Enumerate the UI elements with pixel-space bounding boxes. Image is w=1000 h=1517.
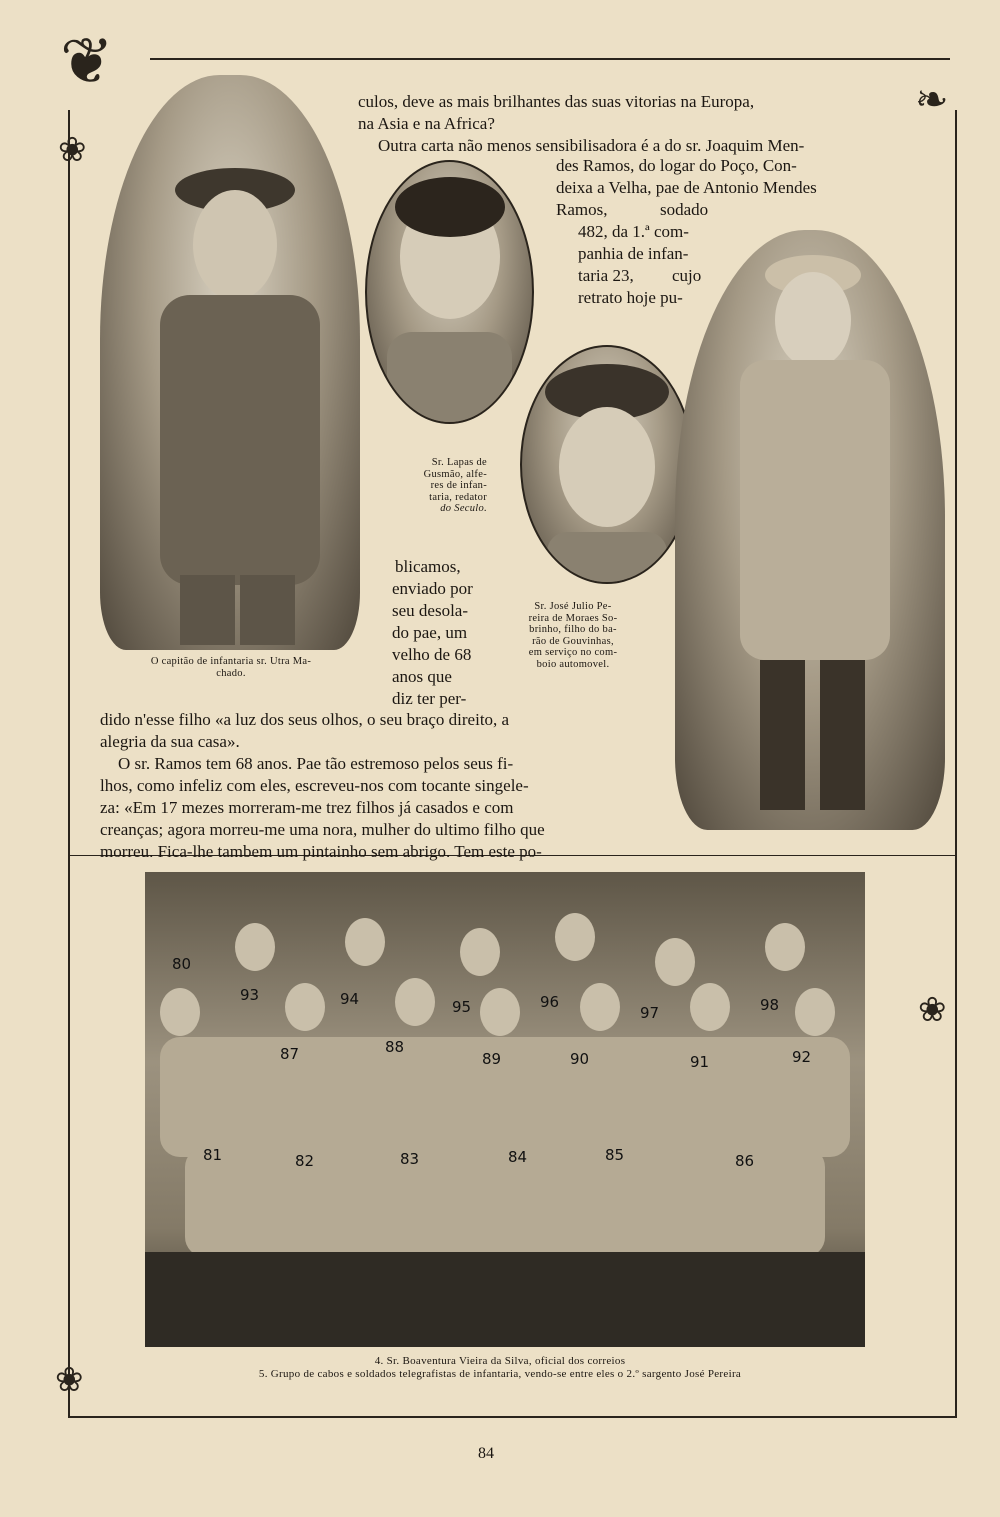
group-number: 82 xyxy=(295,1152,315,1170)
article-line: velho de 68 xyxy=(392,645,472,664)
group-number: 81 xyxy=(203,1146,223,1164)
group-number: 96 xyxy=(540,993,560,1011)
article-line: O sr. Ramos tem 68 anos. Pae tão estremoso pelos seus fi- xyxy=(118,754,514,773)
frame-bottom xyxy=(68,1416,957,1418)
group-number: 97 xyxy=(640,1004,660,1022)
photo-lapas-de-gusmao xyxy=(365,160,534,424)
group-number: 92 xyxy=(792,1048,812,1066)
article-line: dido n'esse filho «a luz dos seus olhos, o seu braço direito, a xyxy=(100,710,510,729)
caption-line: reira de Moraes So- xyxy=(528,612,618,624)
caption-lapas xyxy=(382,457,487,515)
group-figures-icon xyxy=(145,872,865,1347)
caption-line: O capitão de infantaria sr. Utra Ma- xyxy=(150,656,312,667)
scroll-ornament-icon: ❧ xyxy=(915,77,949,123)
group-number: 86 xyxy=(735,1152,755,1170)
caption-jose xyxy=(498,601,648,670)
group-number: 93 xyxy=(240,986,260,1004)
article-line: culos, deve as mais brilhantes das suas vitorias na Europa, xyxy=(358,92,755,111)
article-line: lhos, como infeliz com eles, escreveu-nos com tocante singele- xyxy=(100,776,529,795)
article-line: panhia de infan- xyxy=(578,244,689,263)
article-line: creanças; agora morreu-me uma nora, mulher do ultimo filho que xyxy=(100,820,545,839)
caption-line: 5. Grupo de cabos e soldados telegrafistas de infantaria, vendo-se entre eles o 2.º sargento José Pereira xyxy=(258,1368,742,1380)
scroll-ornament-icon: ❀ xyxy=(55,1360,84,1400)
caption-line: em serviço no com- xyxy=(528,647,618,658)
article-line: za: «Em 17 mezes morreram-me trez filhos já casados e com xyxy=(100,798,514,817)
article-line: blicamos, xyxy=(395,557,461,576)
caption-line: Sr. Lapas de xyxy=(431,457,487,468)
scroll-ornament-icon: ❀ xyxy=(918,990,947,1030)
floral-ornament-icon: ❦ xyxy=(60,25,114,99)
portrait-figure-icon xyxy=(522,347,692,582)
group-number: 80 xyxy=(172,955,192,973)
photo-antonio-mendes-ramos xyxy=(675,230,945,830)
group-number: 98 xyxy=(760,996,780,1014)
soldier-figure-icon xyxy=(675,230,945,830)
group-number: 88 xyxy=(385,1038,405,1056)
group-number: 84 xyxy=(508,1148,528,1166)
article-line: morreu. Fica-lhe tambem um pintainho sem abrigo. Tem este po- xyxy=(100,842,542,861)
photo-jose-julio xyxy=(520,345,694,584)
article-line: Ramos, xyxy=(556,200,608,219)
caption-line: boio automovel. xyxy=(536,658,610,670)
article-line: taria 23, xyxy=(578,266,634,285)
caption-line: rão de Gouvinhas, xyxy=(532,635,614,647)
article-line: do pae, um xyxy=(392,623,468,642)
caption-line: taria, redator xyxy=(429,491,487,503)
caption-line: chado. xyxy=(216,667,246,679)
frame-top xyxy=(150,58,950,60)
frame-right xyxy=(955,110,957,1418)
article-line: 482, da 1.ª com- xyxy=(578,222,689,241)
article-line: retrato hoje pu- xyxy=(578,288,683,307)
article-line: Outra carta não menos sensibilisadora é a do sr. Joaquim Men- xyxy=(378,136,805,155)
article-line: sodado xyxy=(660,200,709,219)
group-number: 83 xyxy=(400,1150,420,1168)
group-number: 87 xyxy=(280,1045,300,1063)
article-line: anos que xyxy=(392,667,452,686)
portrait-figure-icon xyxy=(367,162,532,422)
article-line: diz ter per- xyxy=(392,689,467,708)
photo-capitao-utra-machado xyxy=(100,75,360,650)
group-number: 85 xyxy=(605,1146,625,1164)
caption-line: 4. Sr. Boaventura Vieira da Silva, oficial dos correios xyxy=(374,1355,626,1367)
page-number: 84 xyxy=(478,1445,494,1462)
caption-line: brinho, filho do ba- xyxy=(529,624,617,635)
caption-line: do Seculo. xyxy=(440,503,487,514)
scroll-ornament-icon: ❀ xyxy=(58,130,87,170)
caption-line: res de infan- xyxy=(430,480,487,491)
frame-left xyxy=(68,110,70,1418)
caption-group xyxy=(120,1355,880,1381)
caption-capitao xyxy=(100,656,362,679)
group-number: 91 xyxy=(690,1053,710,1071)
group-number: 94 xyxy=(340,990,360,1008)
article-line: des Ramos, do logar do Poço, Con- xyxy=(556,156,797,175)
caption-line: Sr. José Julio Pe- xyxy=(534,601,612,612)
soldier-figure-icon xyxy=(100,75,360,650)
article-line: deixa a Velha, pae de Antonio Mendes xyxy=(556,178,817,197)
article-line: seu desola- xyxy=(392,601,469,620)
caption-line: Gusmão, alfe- xyxy=(423,468,487,480)
article-line: alegria da sua casa». xyxy=(100,732,240,751)
article-line: cujo xyxy=(672,266,702,285)
group-number: 89 xyxy=(482,1050,502,1068)
article-line: enviado por xyxy=(392,579,473,598)
article-line: na Asia e na Africa? xyxy=(358,114,495,133)
group-number: 95 xyxy=(452,998,472,1016)
group-photo-telegrafistas xyxy=(145,872,865,1347)
group-number: 90 xyxy=(570,1050,590,1068)
